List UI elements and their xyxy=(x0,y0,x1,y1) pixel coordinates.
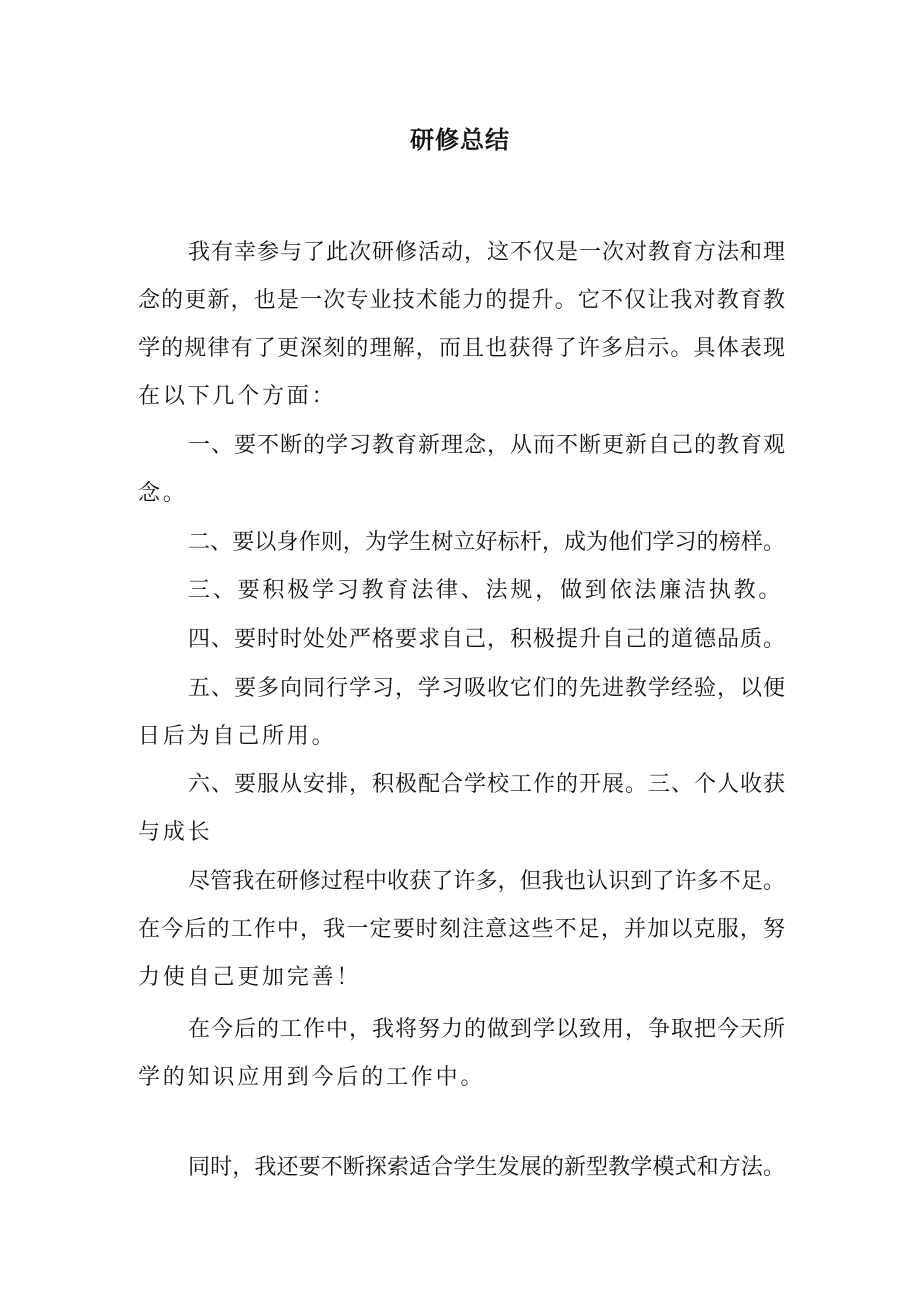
paragraph-line: 一、要不断的学习教育新理念，从而不断更新自己的教育观 xyxy=(188,433,785,458)
paragraph-line: 二、要以身作则，为学生树立好标杆，成为他们学习的榜样。 xyxy=(188,530,785,555)
paragraph-line: 尽管我在研修过程中收获了许多，但我也认识到了许多不足。 xyxy=(188,869,785,894)
paragraph-line: 日后为自己所用。 xyxy=(138,724,337,749)
paragraph-line: 五、要多向同行学习，学习吸收它们的先进教学经验，以便 xyxy=(188,676,785,701)
paragraph-line: 念的更新，也是一次专业技术能力的提升。它不仅让我对教育教 xyxy=(138,288,785,313)
paragraph-line: 学的规律有了更深刻的理解，而且也获得了许多启示。具体表现 xyxy=(138,336,785,361)
paragraph-line: 四、要时时处处严格要求自己，积极提升自己的道德品质。 xyxy=(188,627,785,652)
paragraph-line: 力使自己更加完善！ xyxy=(138,965,362,990)
paragraph-line: 三、要积极学习教育法律、法规，做到依法廉洁执教。 xyxy=(188,578,784,603)
paragraph-line: 与成长 xyxy=(138,820,213,845)
paragraph-line: 在今后的工作中，我一定要时刻注意这些不足，并加以克服，努 xyxy=(138,917,785,942)
paragraph-line: 同时，我还要不断探索适合学生发展的新型教学模式和方法。 xyxy=(188,1155,785,1180)
paragraph-line: 在今后的工作中，我将努力的做到学以致用，争取把今天所 xyxy=(188,1017,785,1042)
paragraph-line: 学的知识应用到今后的工作中。 xyxy=(138,1065,486,1090)
paragraph-line: 我有幸参与了此次研修活动，这不仅是一次对教育方法和理 xyxy=(188,240,785,265)
paragraph-line: 念。 xyxy=(138,481,188,506)
page-title: 研修总结 xyxy=(410,125,510,154)
paragraph-line: 六、要服从安排，积极配合学校工作的开展。三、个人收获 xyxy=(188,772,785,797)
paragraph-line: 在以下几个方面： xyxy=(138,384,337,409)
